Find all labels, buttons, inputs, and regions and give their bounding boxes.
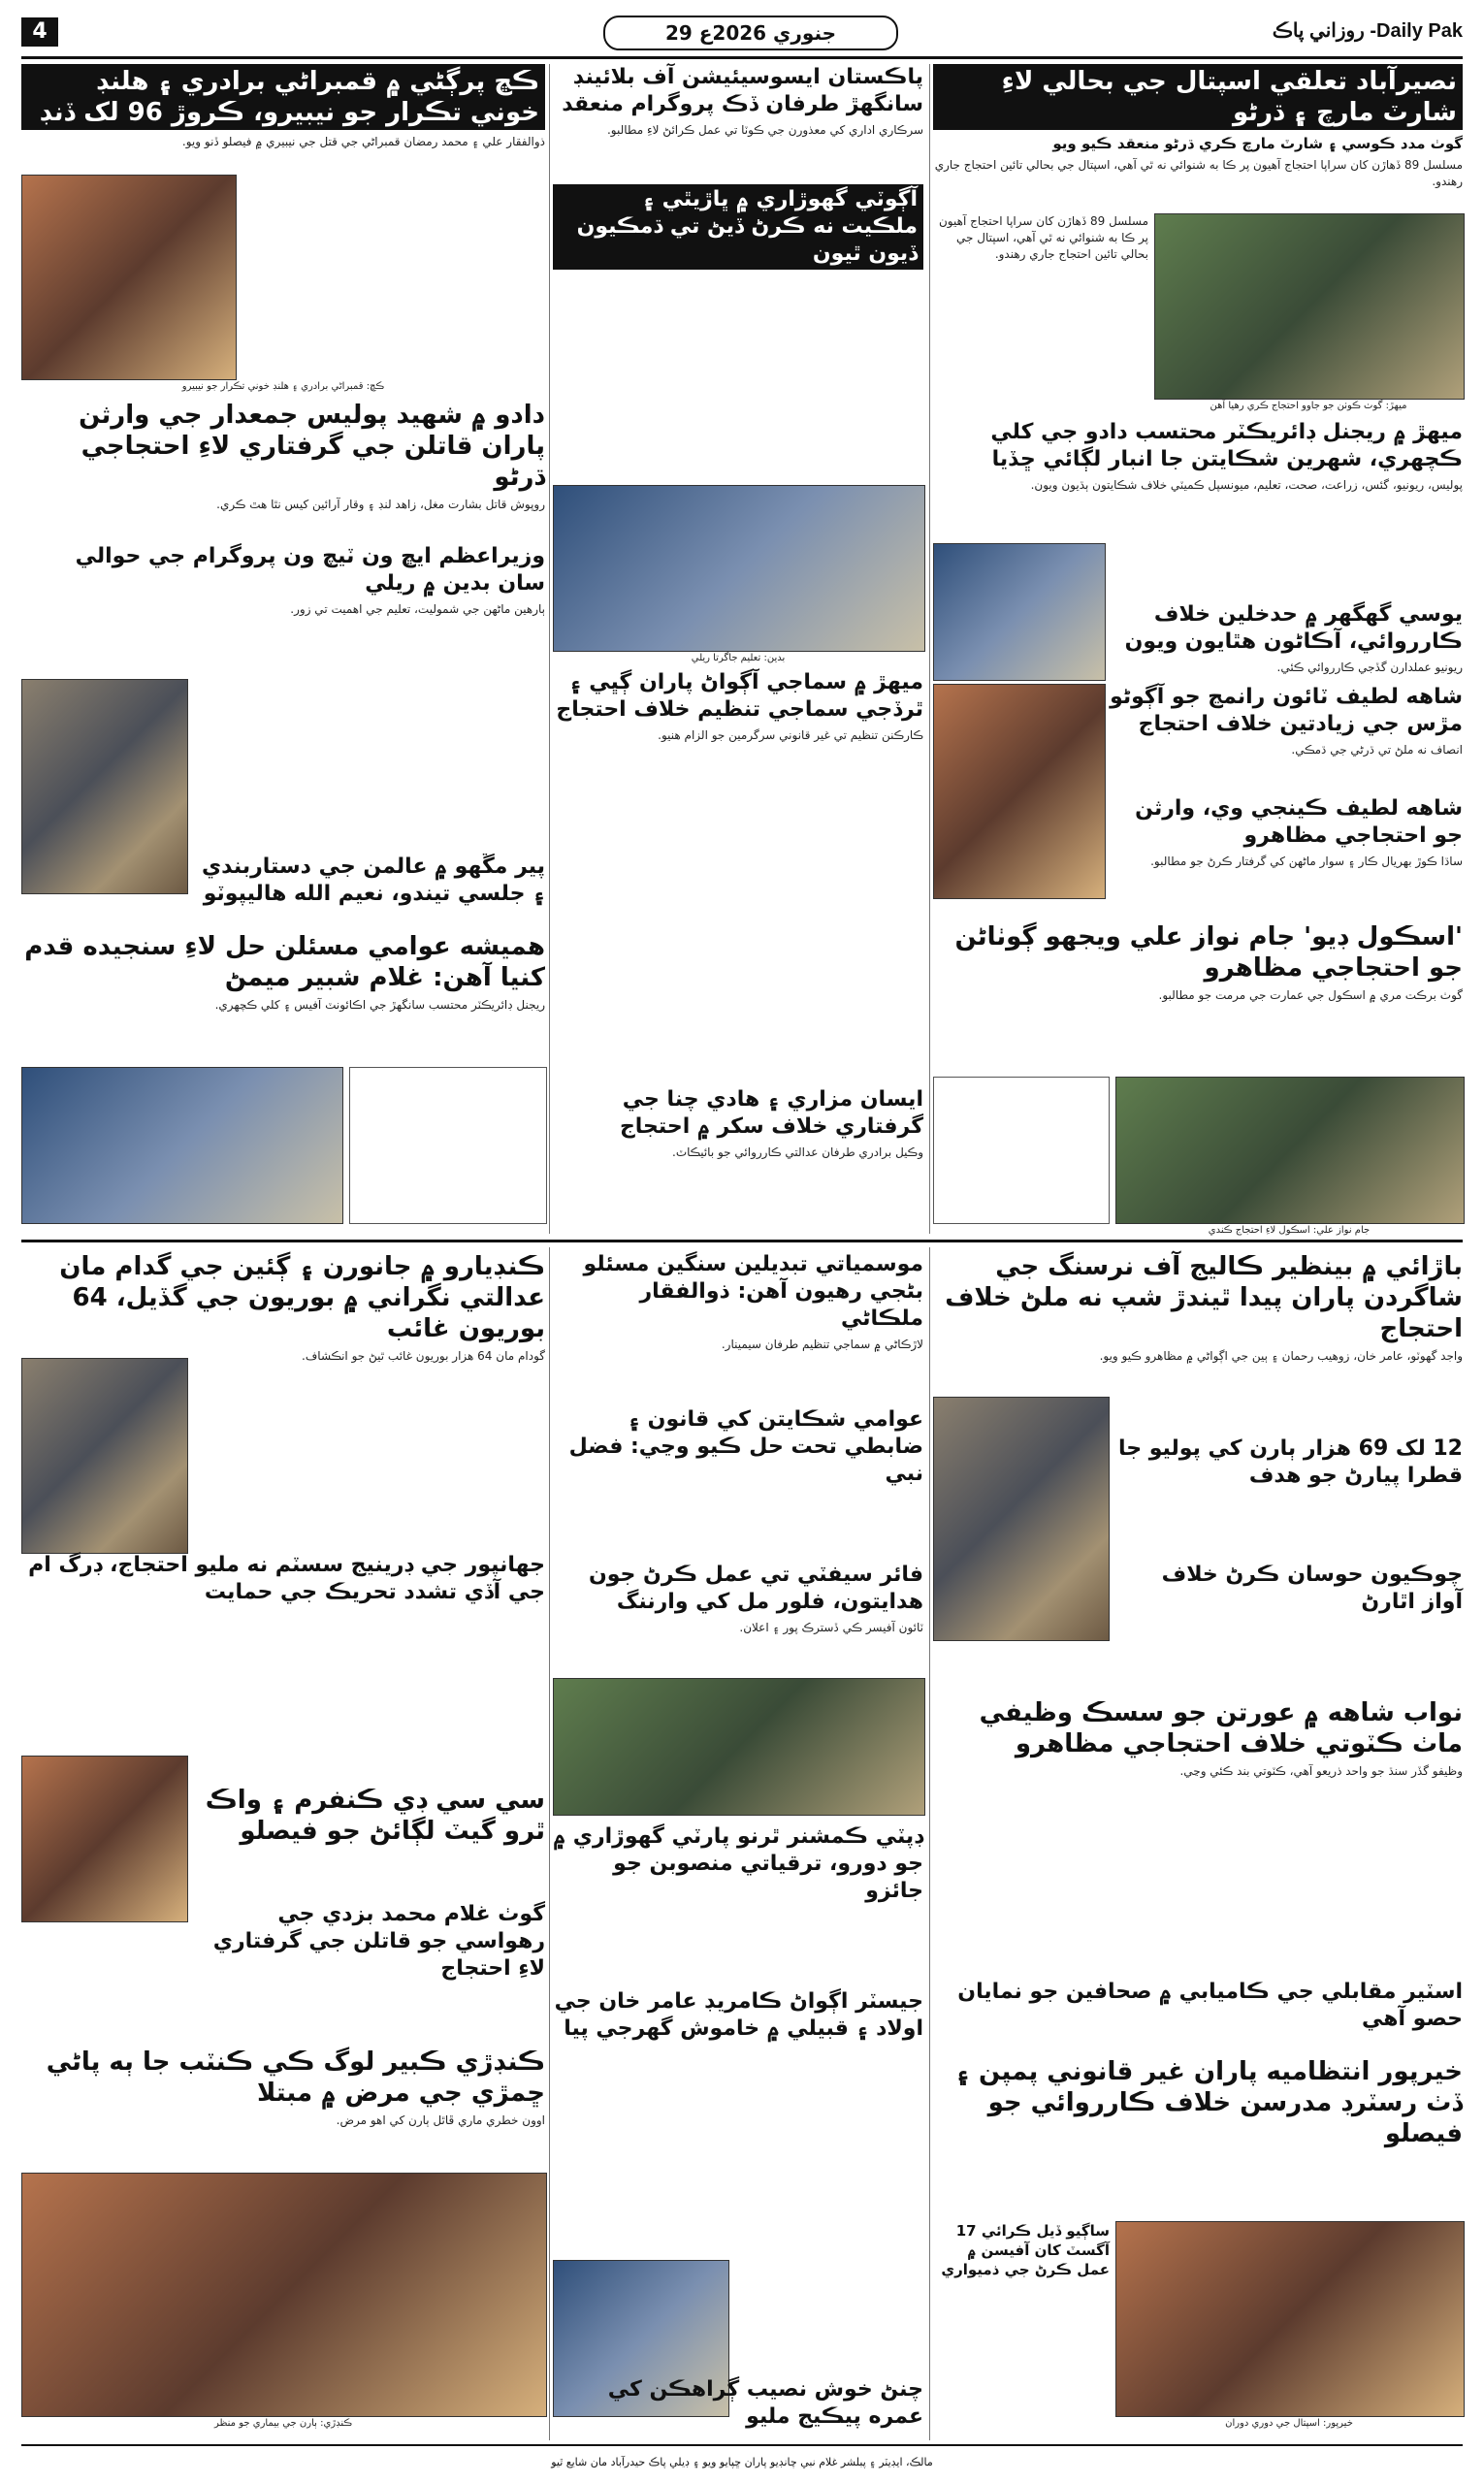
news-photo [21,2173,547,2417]
headline: ميهڙ ۾ ريجنل ڊائريڪٽر محتسب دادو جي کلي ڪچهري، شهرين شڪايتن جا انبار لڳائي ڇڏيا [990,420,1463,471]
article-body: ريونيو عملدارن گڏجي ڪارروائي ڪئي. [1276,661,1463,674]
half-page-rule [21,1240,1463,1242]
article-body: ساڌا ڪوڙ بهريال ڪار ۽ سوار ماڻهن کي گرفتار ڪرڻ جو مطالبو. [1150,855,1463,868]
article-bottom-7 [553,1562,923,1668]
article-bottom-9 [933,1697,1463,1804]
news-photo [21,679,188,894]
news-brief-box [933,1077,1110,1224]
article-top-1-cont [933,213,1148,427]
headline: دادو ۾ شهيد پوليس جمعدار جي وارثن پاران قاتلن جي گرفتاري لاءِ احتجاجي ڌرڻو [79,401,545,492]
photo-caption: ڪنڊڙي: ٻارن جي بيماري جو منظر [213,2418,353,2429]
article-top-10 [1110,795,1463,902]
article-body: ٽائون آفيسر ڪي ڏسترڪ پور ۽ اعلان. [739,1621,923,1634]
headline: آڳوٽي گهوڙاري ۾ ڀاڙيٿي ۽ ملڪيت نه ڪرڻ ڏيڻ تي ڌمڪيون ڏيون ٿيون [553,184,923,270]
headline: فائر سيفٽي تي عمل ڪرڻ جون هدايتون، فلور مل کي وارننگ [588,1563,923,1614]
column-divider [929,1247,930,2440]
headline: 'اسڪول ڊيو' جام نواز علي ويجهو ڳوٺاڻن جو احتجاجي مظاهرو [954,922,1463,983]
news-photo [933,684,1106,899]
news-photo [21,175,237,380]
article-body: ڪارڪنن تنظيم تي غير قانوني سرگرمين جو الزام هنيو. [658,728,923,742]
news-photo [21,1756,188,1922]
article-bottom-15 [933,2056,1463,2153]
article-top-12 [21,931,545,1057]
issue-date: 29 جنوري 2026ع [603,16,898,50]
photo-caption: خيرپور: اسپتال جي دوري دوران [1225,2418,1353,2429]
article-top-14 [933,921,1463,1077]
headline: گوٺ غلام محمد بزدي جي رهواسي جو قاتلن جي گرفتاري لاءِ احتجاج [212,1902,545,1981]
article-body: واجد گهوٽو، عامر خان، زوهيب رحمان ۽ ٻين جي اڳواڻي ۾ مظاهرو ڪيو ويو. [1099,1349,1463,1363]
article-bottom-1 [933,1251,1463,1377]
headline: سي سي ڊي ڪنفرم ۽ واڪ ٿرو گيٽ لڳائڻ جو فيصلو [205,1786,545,1846]
article-top-3 [553,64,923,180]
article-body: ذوالفقار علي ۽ محمد رمضان قمبراڻي جي قتل جي نيبيري ۾ فيصلو ڏنو ويو. [181,135,545,148]
article-body: انصاف نه ملڻ تي ڌرڻي جي ڌمڪي. [1291,743,1463,757]
article-top-4 [21,400,545,535]
headline: چوڪيون حوسان ڪرڻ خلاف آواز اٿارڻ [1161,1563,1463,1614]
article-body: مسلسل 89 ڏهاڙن کان سراپا احتجاج آهيون پر ڪا به شنوائي نه ٿي آهي، اسپتال جي بحالي تائين احتجاج جاري رهندو. [938,214,1148,261]
headline: ساڳيو ڏيل ڪرائي 17 آگسٽ کان آفيسن ۾ عمل ڪرڻ جي ذميواري [941,2222,1110,2278]
article-top-15 [553,184,923,417]
article-bottom-5 [21,1552,545,1629]
newspaper-brand: روزاني پاڪ -Daily Pak [1272,20,1463,42]
article-top-7 [553,669,923,815]
headline: خيرپور انتظاميه پاران غير قانوني پمپن ۽ ڏٺ رسٽرڊ مدرسن خلاف ڪارروائي جو فيصلو [954,2057,1463,2148]
article-body: گوٺ برڪت مري ۾ اسڪول جي عمارت جي مرمت جو مطالبو. [1158,988,1463,1002]
headline: 12 لک 69 هزار ٻارن کي پوليو جا قطرا پيارڻ جو هدف [1117,1436,1463,1488]
headline: نواب شاهه ۾ عورتن جو سسڪ وظيفي ماٺ ڪٽوتي خلاف احتجاجي مظاهرو [979,1698,1463,1758]
news-photo [1115,1077,1465,1224]
headline: اسٽير مقابلي جي ڪاميابي ۾ صحافين جو نمايان حصو آهي [957,1980,1463,2031]
news-photo [933,543,1106,681]
article-top-6 [21,543,545,640]
news-photo [933,1397,1110,1641]
photo-caption: ميهڙ: گوٺ ڪوٺن جو جاوو احتجاج ڪري رهيا آهن [1210,401,1407,411]
column-divider [549,64,550,1234]
article-body: روپوش قاتل بشارت مغل، زاهد لنڊ ۽ وقار آرائين کيس نٿا هٿ ڪري. [216,498,545,511]
article-body: وڪيل برادري طرفان عدالتي ڪارروائي جو بائيڪاٽ. [672,1145,923,1159]
article-body: ٻارهين ماڻهن جي شموليت، تعليم جي اهميت تي زور. [290,602,545,616]
article-top-2 [21,64,545,171]
news-brief-box [349,1067,547,1224]
article-body: وظيفو گڏر سنڌ جو واحد ذريعو آهي، ڪٽوتي بند ڪئي وڃي. [1179,1764,1463,1778]
imprint-footer: مالڪ، ايڊيٽر ۽ پبلشر غلام نبي چانڊيو پاران ڇپايو ويو ۽ ڊيلي پاڪ حيدرآباد مان شايع ٿيو [551,2456,933,2468]
article-body: پوليس، ريونيو، گئس، زراعت، صحت، تعليم، ميونسپل ڪميٽي خلاف شڪايتون ٻڌيون ويون. [1030,478,1463,492]
photo-caption: ڪڇ: قمبراڻي برادري ۽ هلنڊ خوني تڪرار جو نيبيرو [181,381,385,392]
photo-caption: جام نواز علي: اسڪول لاءِ احتجاج ڪندي [1208,1225,1371,1236]
article-bottom-4 [1115,1435,1463,1513]
headline: شاهه لطيف ڪينجي وي، وارثن جو احتجاجي مظاهرو [1135,796,1463,848]
article-bottom-3 [553,1251,923,1351]
headline: ڪنڊيارو ۾ جانورن ۽ ڳئين جي گدام مان عدالتي نگراني ۾ بوريون جي گڏيل، 64 بوريون غائب [59,1252,545,1343]
footer-rule [21,2444,1463,2446]
headline: يوسي گهگهر ۾ حدخلين خلاف ڪارروائي، آڪاڻون هٿايون ويون [1124,602,1463,654]
news-photo [1115,2221,1465,2417]
masthead-rule [21,56,1463,59]
news-photo [21,1067,343,1224]
article-top-13 [553,1086,923,1232]
news-photo [553,1678,925,1816]
article-bottom-14 [553,1823,923,1901]
article-bottom-10 [194,1785,545,1846]
headline: شاهه لطيف ٽائون رانمڃ جو آڳوڻو مڙس جي زيادتين خلاف احتجاج [1110,685,1463,736]
page-number: 4 [21,17,58,47]
column-divider [929,64,930,1234]
headline: ڊپٽي ڪمشنر ٿرنو پارٽي گهوڙاري ۾ جو دورو، ترقياتي منصوبن جو جائزو [553,1824,923,1903]
headline: عوامي شڪايتن کي قانون ۽ ضابطي تحت حل ڪيو وڃي: فضل نبي [568,1407,923,1486]
article-top-8 [1110,601,1463,679]
headline: ايسان مزاري ۽ هادي چنا جي گرفتاري خلاف سکر ۾ احتجاج [619,1087,923,1139]
masthead [21,12,1463,54]
headline: پير مڱهو ۾ عالمن جي دستاربندي ۽ جلسي تيندو، نعيم الله هاليپوٽو [202,855,545,906]
news-photo [1154,213,1465,400]
article-body: سرڪاري اداري کي معذورن جي ڪوٽا تي عمل ڪرائڻ لاءِ مطالبو. [606,123,923,137]
article-bottom-13 [553,1988,923,2066]
article-bottom-11 [194,1901,545,1979]
article-body: مسلسل 89 ڏهاڙن کان سراپا احتجاج آهيون پر ڪا به شنوائي نه ٿي آهي، اسپتال جي بحالي تائين احتجاج جاري رهندو. [934,158,1463,188]
article-bottom-8 [1115,1562,1463,1629]
article-bottom-17 [553,2376,923,2435]
article-body: ريجنل ڊائريڪٽر محتسب سانگهڙ جي اڪائونٽ آفيس ۽ کلي ڪچهري. [214,998,545,1012]
headline: هميشه عوامي مسئلن حل لاءِ سنجيده قدم کنيا آهن: غلام شبير ميمڻ [24,932,545,992]
article-bottom-12 [21,2047,545,2153]
headline: نصيرآباد تعلقي اسپتال جي بحالي لاءِ شارٽ مارچ ۽ ڌرڻو [933,64,1463,130]
article-body: اوون خطري ماري ڦاٿل ٻارن کي اهو مرض. [336,2113,545,2127]
subheadline: گوٺ مدد ڪوسي ۽ شارٽ مارچ ڪري ڌرڻو منعقد ڪيو ويو [1052,135,1463,152]
photo-caption: بدين: تعليم جاگرتا ريلي [691,653,786,663]
headline: پاڪستان ايسوسيئيشن آف بلائينڊ سانگهڙ طرفان ڏڪ پروگرام منعقد [562,65,923,116]
news-photo [21,1358,188,1554]
headline: ڪنڊڙي ڪبير لوگ ڪي ڪنٽب جا ٻه پاڻي ڇمڙي جي مرض ۾ مبتلا [46,2048,545,2108]
news-photo [553,485,925,652]
article-body: لاڙڪاڻي ۾ سماجي تنظيم طرفان سيمينار. [721,1338,923,1351]
headline: ميهڙ ۾ سماجي آڳواڻ پاران ڳڀي ۽ ٿرڏجي سماجي تنظيم خلاف احتجاج [556,670,923,722]
article-bottom-6 [553,1406,923,1484]
article-body: گودام مان 64 هزار بوريون غائب ٿيڻ جو انڪشاف. [302,1349,545,1363]
headline: وزيراعظم ايڇ ون ٽيچ ون پروگرام جي حوالي سان بدين ۾ ريلي [75,544,545,596]
headline: جيسٽر اڳواڻ ڪامريڊ عامر خان جي اولاد ۽ قبيلي ۾ خاموش گهرجي پيا [554,1989,923,2041]
headline: باڙائي ۾ بينظير ڪاليج آف نرسنگ جي شاگردن پاران پيدا ٿيندڙ شپ نه ملڻ خلاف احتجاج [945,1252,1463,1343]
column-divider [549,1247,550,2440]
article-top-9 [1110,684,1463,790]
headline: چنڻ خوش نصيب ڳراهڪن کي عمره پيڪيج مليو [607,2377,923,2429]
article-bottom-18 [933,2221,1110,2415]
headline: ڪڇ پرڳڻي ۾ قمبراڻي برادري ۽ هلنڊ خوني تڪرار جو نيبيرو، ڪروڙ 96 لک ڏنڊ [21,64,545,130]
headline: موسمياتي تبديلين سنگين مسئلو بڻجي رهيون آهن: ذوالفقار ملڪاڻي [583,1252,923,1331]
headline: جهانپور جي ڊرينيج سسٽم نه مليو احتجاج، ڊرگ ام جي آڏي تشدد تحريڪ جي حمايت [28,1553,545,1604]
article-bottom-16 [933,1979,1463,2047]
article-top-1 [933,64,1463,210]
article-bottom-2 [21,1251,545,1363]
